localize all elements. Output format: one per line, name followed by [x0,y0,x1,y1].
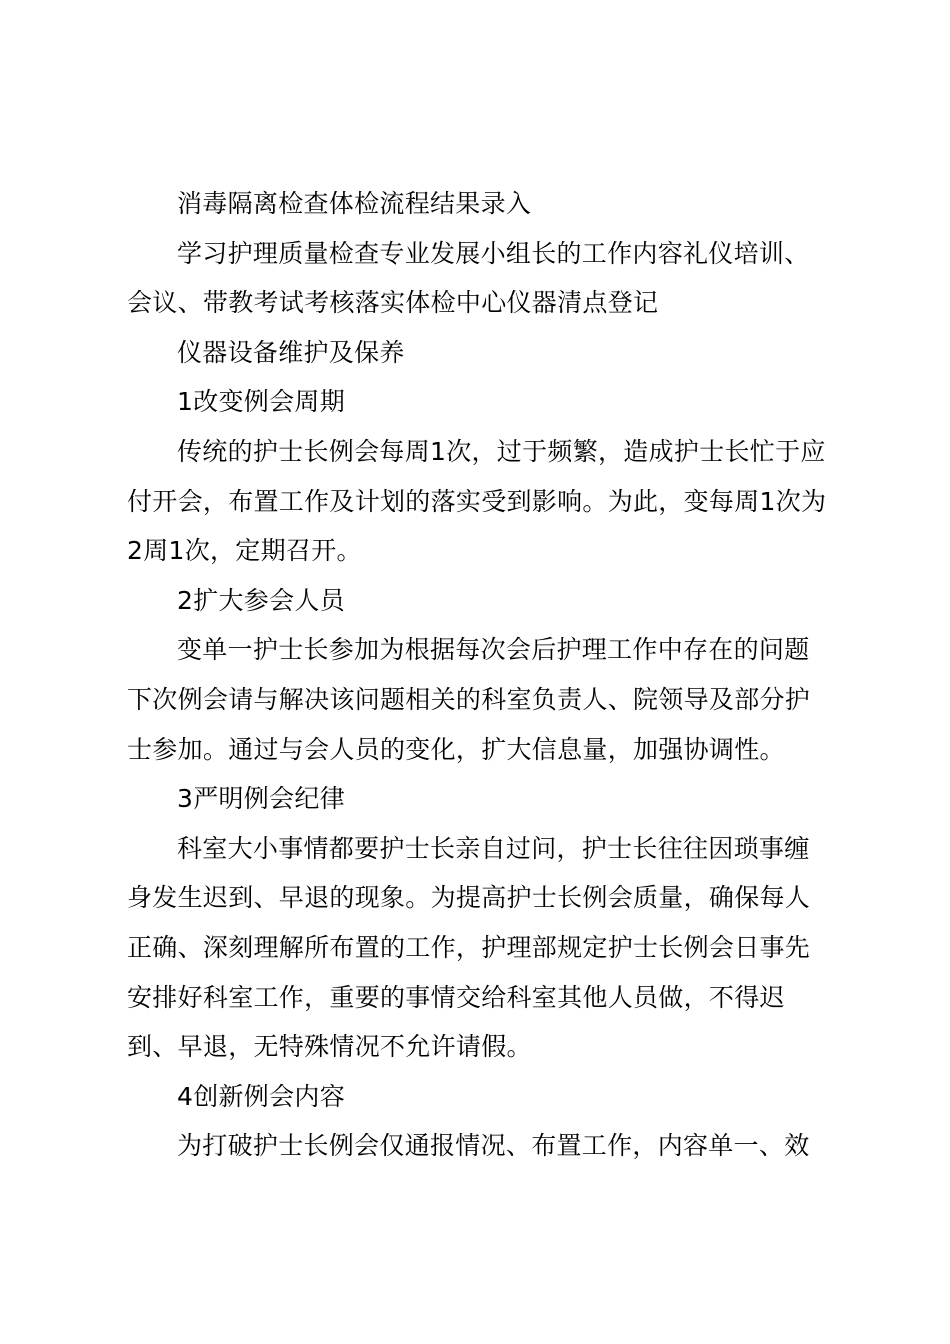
section-heading-2: 2扩大参会人员 [177,585,346,615]
paragraph-participants: 变单一护士长参加为根据每次会后护理工作中存在的问题下次例会请与解决该问题相关的科室负责人、院领导及部分护士参加。通过与会人员的变化，扩大信息量，加强协调性。 [127,635,811,764]
paragraph-disinfection: 消毒隔离检查体检流程结果录入 [177,189,532,218]
document-body [127,179,833,1171]
section-heading-4: 4创新例会内容 [177,1081,346,1111]
paragraph-meeting-content: 为打破护士长例会仅通报情况、布置工作，内容单一、效 [177,1131,810,1161]
paragraph-meeting-discipline: 科室大小事情都要护士长亲自过问，护士长往往因琐事缠身发生迟到、早退的现象。为提高护士长例会质量，确保每人正确、深刻理解所布置的工作，护理部规定护士长例会日事先安排好科室工作，重要的事情交给科室其他人员做，不得迟到、早退，无特殊情况不允许请假。 [127,833,811,1062]
section-heading-3: 3严明例会纪律 [177,784,346,814]
paragraph-instrument-maintenance: 仪器设备维护及保养 [177,337,405,367]
paragraph-study-nursing-quality: 学习护理质量检查专业发展小组长的工作内容礼仪培训、会议、带教考试考核落实体检中心仪器清点登记 [127,238,810,318]
section-heading-1: 1改变例会周期 [177,387,346,417]
paragraph-meeting-cycle: 传统的护士长例会每周1次，过于频繁，造成护士长忙于应付开会，布置工作及计划的落实受到影响。为此，变每周1次为2周1次，定期召开。 [127,436,827,566]
